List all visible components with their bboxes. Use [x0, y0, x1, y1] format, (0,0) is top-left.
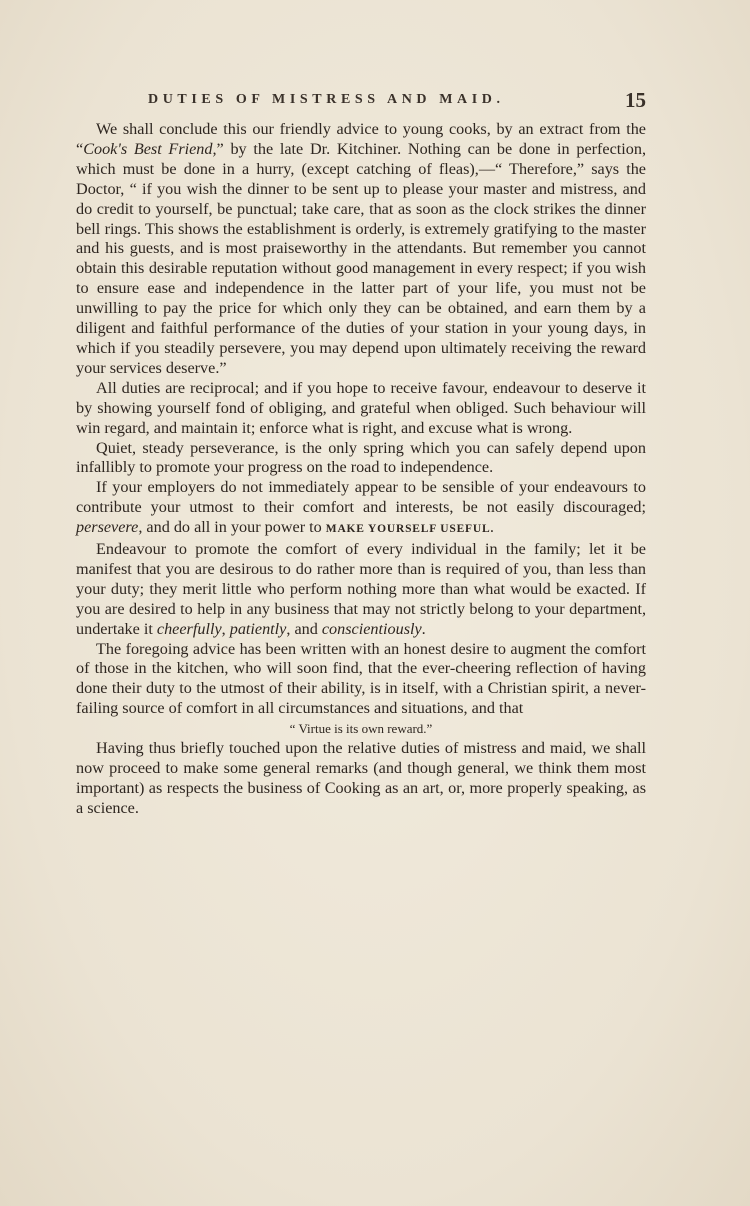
smallcaps-make-yourself-useful: MAKE YOURSELF USEFUL. [325, 523, 495, 536]
text-run: and do all in your power to [142, 518, 326, 537]
paragraph-having-thus: Having thus briefly touched upon the relative duties of mistress and maid, we shall now proceed to make some general remarks (and though general, we think them most important) as respects the business of Cooking as an art, or, more properly speaking, as a science. [76, 739, 646, 817]
text-run: If your employers do not immediately appear to be sensible of your endeavours to contribute your utmost to their comfort and interests, be not easily discouraged; [76, 478, 646, 517]
text-run: ” by the late Dr. Kitchiner. Nothing can be done in perfection, which must be done in a hurry, (except catching of fleas),—“ Therefore,” says the Doctor, “ if you wish the dinner to be sent up to please your master and mistress, and do credit to yourself, be punctual; take care, that as soon as the clock strikes the dinner bell rings. This shows the establishment is orderly, is extremely gratifying to the master and his guests, and is most praiseworthy in the attendants. But remember you cannot obtain this desirable reputation without good management in every respect; if you wish to ensure ease and independence in the latter part of your life, you must not be unwilling to pay the price for which only they can be obtained, and earn them by a diligent and faithful performance of the duties of your station in your young days, in which if you steadily persevere, you may depend upon ultimately receiving the reward your services deserve.” [76, 139, 647, 377]
text-run: Endeavour to promote the comfort of every individual in the family; let it be manifest that you are desirous to do rather more than is required of you, than less than your duty; they merit little who perform nothing more than what would be exacted. If you are desired to help in any business that may not strictly belong to your department, undertake it [76, 540, 646, 638]
book-title-italic: Cook's Best Friend, [83, 139, 217, 158]
emphasis-patiently: patiently [229, 619, 287, 638]
paragraph-foregoing-advice: The foregoing advice has been written with an honest desire to augment the comfort of those in the kitchen, who will soon find, that the ever-cheering reflection of having done their duty to the utmost of their ability, is in itself, with a Christian spirit, a never-failing source of comfort in all circumstances and situations, and that [76, 639, 646, 718]
text-run: , and [286, 619, 322, 638]
paragraph-perseverance: Quiet, steady perseverance, is the only spring which you can safely depend upon infallibly to promote your progress on the road to independence. [76, 438, 646, 477]
body-text [76, 120, 646, 819]
emphasis-conscientiously: conscientiously [321, 619, 422, 638]
paragraph-employers [76, 478, 646, 540]
text-run: , [221, 619, 230, 638]
text-run: We shall conclude this our friendly advice to young cooks, by an extract from the “ [76, 120, 646, 158]
paragraph-reciprocal-duties: All duties are reciprocal; and if you hope to receive favour, endeavour to deserve it by showing yourself fond of obliging, and grateful when obliged. Such behaviour will win regard, and maintain it; enforce what is right, and excuse what is wrong. [76, 378, 646, 437]
page-number: 15 [625, 88, 646, 112]
emphasis-persevere: persevere, [76, 518, 143, 537]
paragraph-endeavour [76, 540, 646, 640]
quote-virtue: “ Virtue is its own reward.” [289, 721, 433, 737]
text-run: . [421, 619, 426, 638]
running-head [76, 88, 646, 114]
emphasis-cheerfully: cheerfully [156, 619, 222, 638]
paragraph-kitchiner-extract [76, 120, 646, 379]
running-title: DUTIES OF MISTRESS AND MAID. [148, 92, 505, 107]
